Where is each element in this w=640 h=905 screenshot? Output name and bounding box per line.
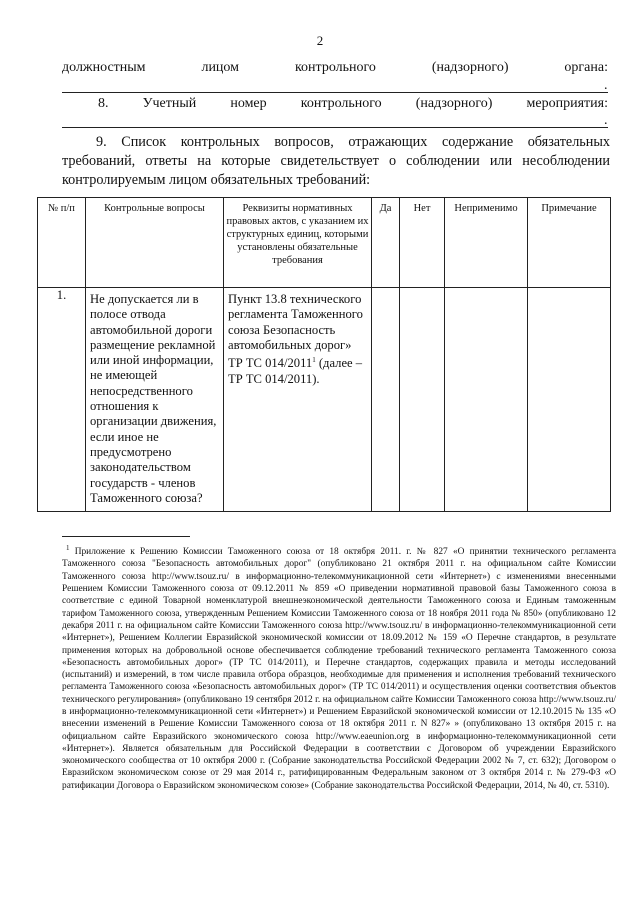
row-requirements xyxy=(224,288,371,387)
table-header-row xyxy=(38,198,611,288)
line7-word: лицом xyxy=(201,60,240,75)
line8-number: 8. xyxy=(98,96,109,111)
footnote xyxy=(62,542,616,792)
page-number: 2 xyxy=(316,33,324,48)
row-question: Не допускается ли в полосе отвода автомобильной дороги размещение рекламной или иной информации, не имеющей непосредственного отношения к организации движения, если иное не предусмотрено законодательством государств - членов Таможенного союза? xyxy=(90,292,217,505)
line8-word: контрольного xyxy=(300,96,382,111)
line7-word: контрольного xyxy=(294,60,376,75)
row-yes-cell[interactable] xyxy=(372,288,400,512)
line8-word: мероприятия: xyxy=(526,96,608,111)
row-na-cell[interactable] xyxy=(445,288,528,512)
line7-word: должностным xyxy=(62,60,146,75)
header-num: № п/п xyxy=(38,198,86,288)
header-yes: Да xyxy=(372,198,400,288)
blank-line-8 xyxy=(62,127,608,128)
header-no: Нет xyxy=(400,198,445,288)
line-end-dot: . xyxy=(604,78,608,93)
blank-line-7 xyxy=(62,92,608,93)
line-8-record-number xyxy=(98,96,608,112)
footnote-text: Приложение к Решению Комиссии Таможенного союза от 18 октября 2011. г. № 827 «О принятии технического регламента Таможенного союза "Безопасность автомобильных дорог" (опубликовано 21 октября 2011 г. на официальном сайте Комиссии Таможенного союза http://www.tsouz.ru/ в информационно-телекоммуникационной сети «Интернет») с изменениями внесенными Решением Комиссии Таможенного союза от 09.12.2011 № 859 «О приведении нормативной правовой базы Таможенного союза в соответствие с единой Товарной номенклатурой внешнеэкономической деятельности Таможенного союза и Единым таможенным тарифом Таможенного союза, утвержденным Решением Комиссии Таможенного союза от 18 ноября 2011 года № 850» (опубликовано 12 декабря 2011 г. на официальном сайте Комиссии Таможенного союза http://www.tsouz.ru/ в информационно-телекоммуникационной сети «Интернет»), Решением Коллегии Евразийской экономической комиссии от 18.09.2012 № 159 «О Перечне стандартов, в результате применения которых на добровольной основе обеспечивается соблюдение требований технического регламента Таможенного союза «Безопасность автомобильных дорог» (ТР ТС 014/2011), и Перечне стандартов, содержащих правила и методы исследований (испытаний) и измерений, в том числе правила отбора образцов, необходимые для применения и исполнения требований технического регламента Таможенного союза «Безопасность автомобильных дорог» (ТР ТС 014/2011) и осуществления оценки соответствия объектов технического регулирования» (опубликовано 19 сентября 2012 г. на официальном сайте Комиссии Таможенного союза http://www.tsouz.ru/ в информационно-телекоммуникационной сети «Интернет») и Решением Евразийской экономической комиссии от 12.10.2015 № 135 «О внесении изменений в Решение Комиссии Таможенного союза от 18 октября 2011 г. N 827» » (опубликовано 13 октября 2015 г. на официальном сайте Евразийского экономического союза http://www.eaeunion.org в информационно-телекоммуникационной сети «Интернет»). Является обязательным для Российской Федерации в соответствии с Договором об учреждении Евразийского экономического сообщества от 10 октября 2000 г. (Собрание законодательства Российской Федерации 2002 № 7, ст. 632); Договором о Евразийском экономическом союзе от 29 мая 2014 г., ратифицированным Федеральным законом от 3 октября 2014 г. № 279-ФЗ «О ратификации Договора о Евразийском экономическом союзе» (Собрание законодательства Российской Федерации, 2014, № 40, ст. 5310). xyxy=(62,547,616,791)
footnote-marker: 1 xyxy=(66,544,70,552)
line8-word: (надзорного) xyxy=(415,96,493,111)
header-questions: Контрольные вопросы xyxy=(86,198,224,288)
requirements-tail: (далее – ТР ТС 014/2011). xyxy=(228,356,363,386)
line-7-official xyxy=(62,60,608,76)
line7-word: (надзорного) xyxy=(431,60,509,75)
line7-word: органа: xyxy=(564,60,608,75)
row-question-cell xyxy=(86,288,224,512)
item-9-heading: 9. Список контрольных вопросов, отражающих содержание обязательных требований, ответы на которые свидетельствует о соблюдении или несоблюдении контролируемым лицом обязательных требований: xyxy=(62,134,610,188)
footnote-ref: 1 xyxy=(312,356,316,365)
row-note-cell[interactable] xyxy=(528,288,611,512)
row-no-cell[interactable] xyxy=(400,288,445,512)
line8-word: Учетный xyxy=(142,96,197,111)
header-requirements: Реквизиты нормативных правовых актов, с указанием их структурных единиц, которыми установлены обязательные требования xyxy=(224,198,372,288)
line-end-dot: . xyxy=(604,113,608,128)
row-requirements-cell xyxy=(224,288,372,512)
line8-word: номер xyxy=(230,96,267,111)
header-not-applicable: Неприменимо xyxy=(445,198,528,288)
row-number: 1. xyxy=(38,288,86,512)
footnote-separator xyxy=(62,536,190,537)
checklist-table xyxy=(37,197,611,512)
table-row xyxy=(38,288,611,512)
header-note: Примечание xyxy=(528,198,611,288)
requirements-main: Пункт 13.8 технического регламента Таможенного союза Безопасность автомобильных дорог» ТР ТС 014/2011 xyxy=(228,292,363,371)
